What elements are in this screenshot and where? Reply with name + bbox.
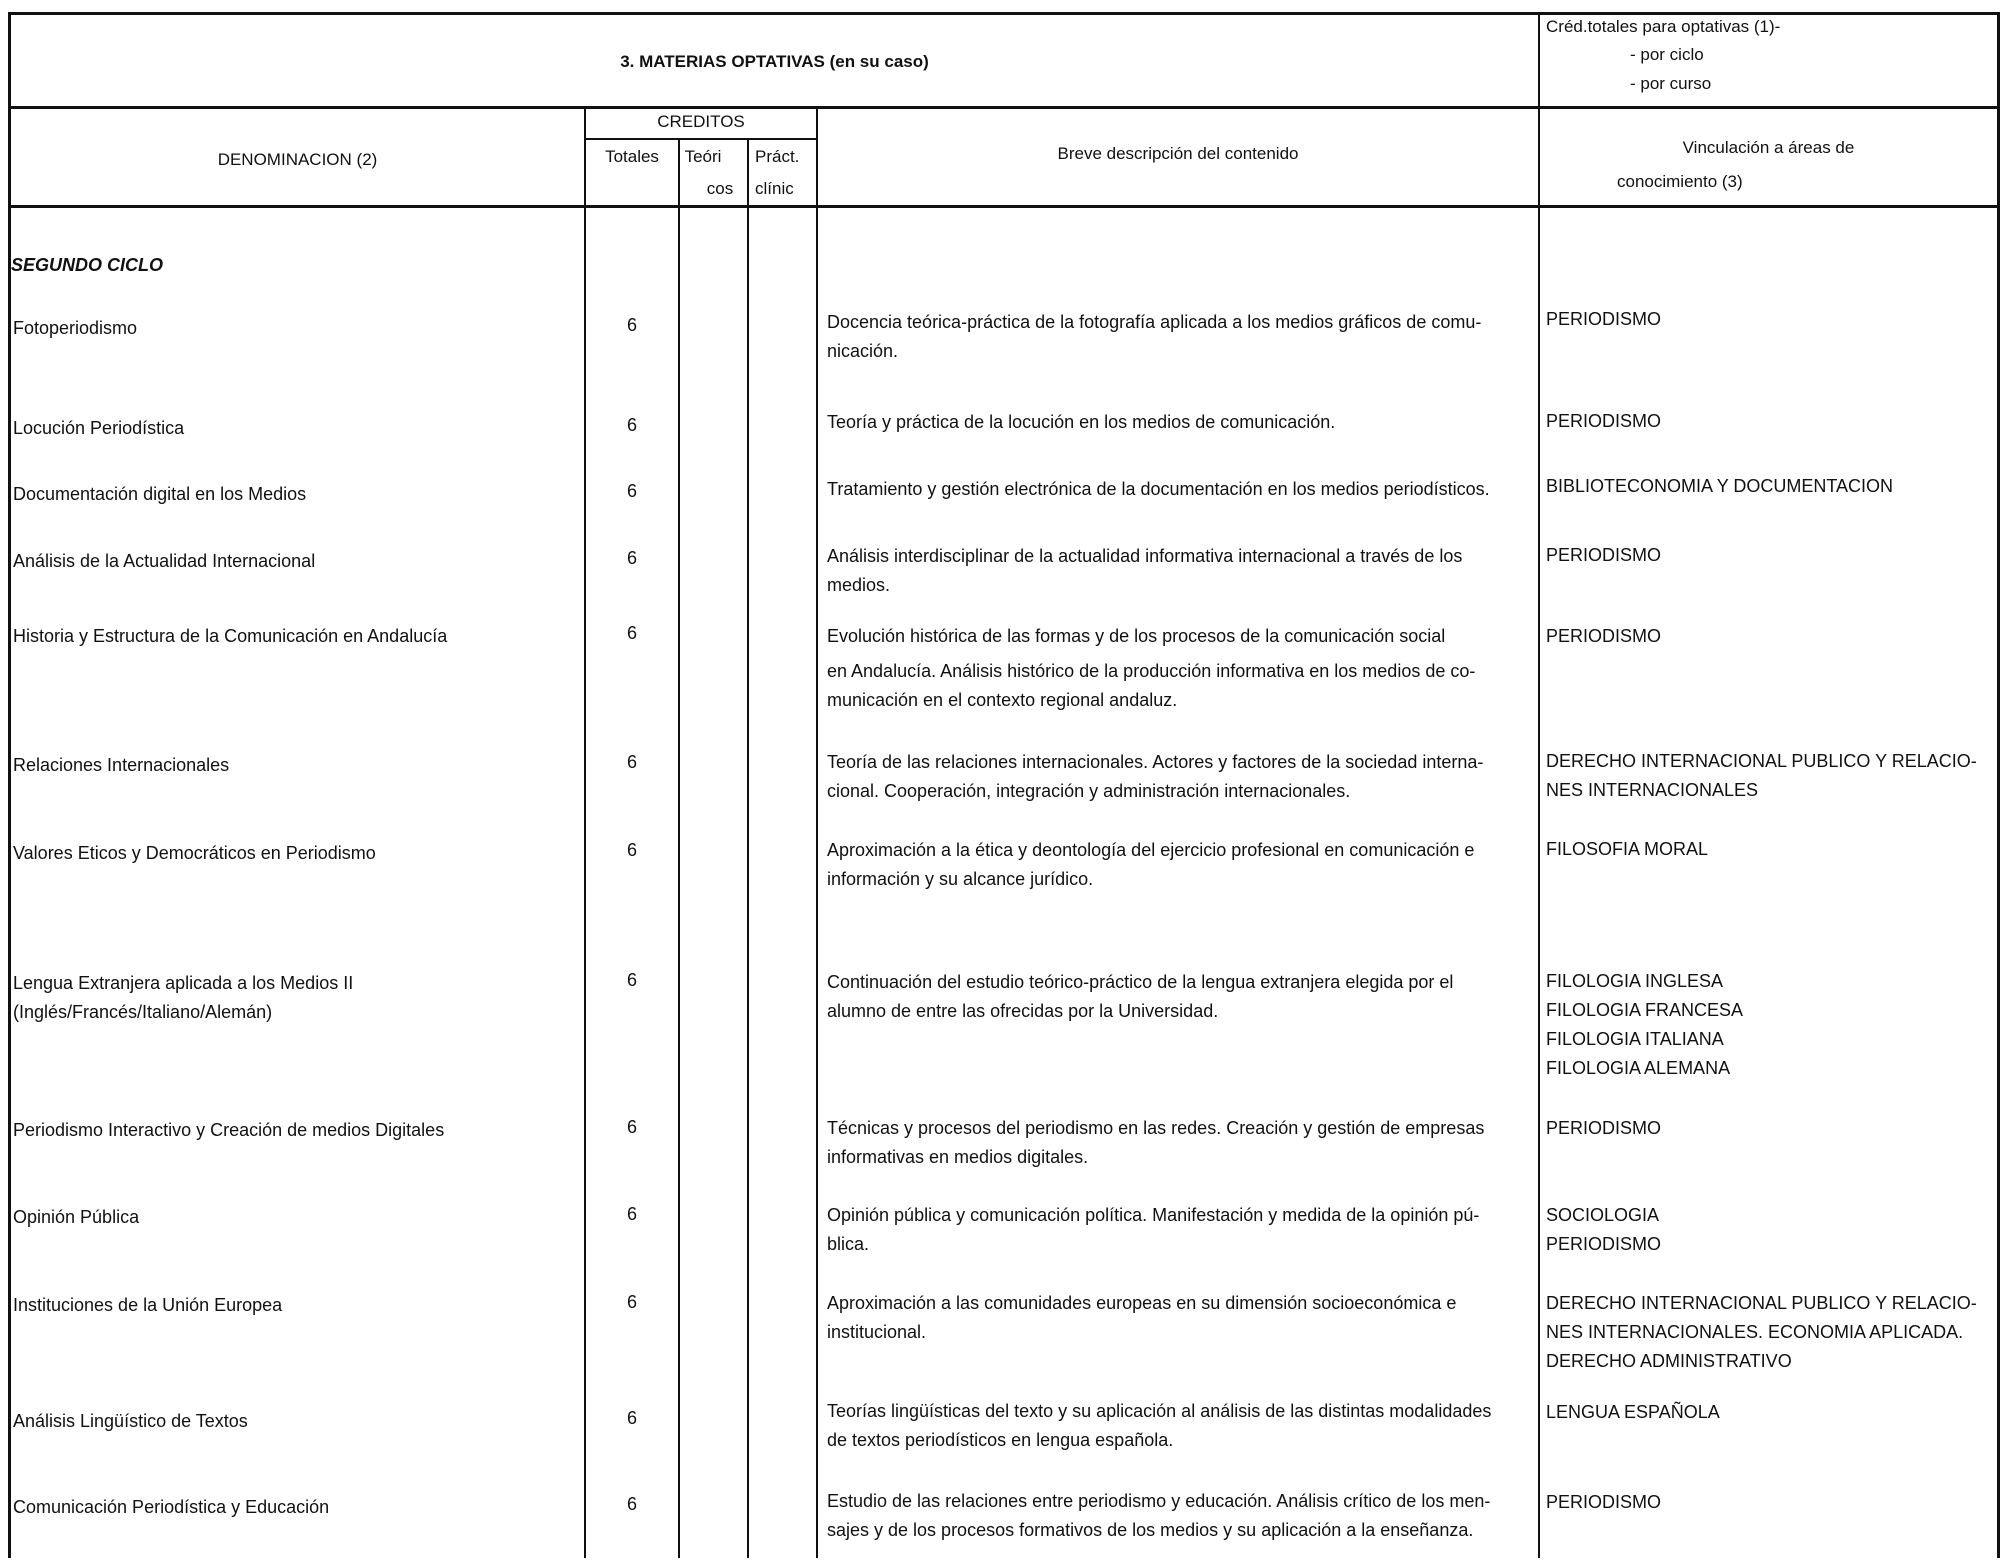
knowledge-area: [1546, 747, 1977, 805]
knowledge-area: [1546, 1289, 1977, 1376]
credits-value: 6: [626, 1292, 637, 1312]
subject-description: [827, 1289, 1456, 1347]
knowledge-area-line: FILOSOFIA MORAL: [1546, 839, 1709, 859]
credits-totales: [586, 311, 678, 340]
description-line: Análisis interdisciplinar de la actualidad informativa internacional a través de los: [827, 546, 1463, 566]
column-header-teoricos-2: cos: [706, 179, 734, 198]
credits-value: 6: [626, 1408, 637, 1428]
column-header-vinculacion-2: conocimiento (3): [1617, 172, 1743, 191]
description-line: Evolución histórica de las formas y de los procesos de la comunicación social: [827, 626, 1446, 646]
knowledge-area-line: DERECHO ADMINISTRATIVO: [1546, 1351, 1792, 1371]
credits-value: 6: [626, 481, 637, 501]
credits-value: 6: [626, 315, 637, 335]
subject-description: [827, 836, 1474, 894]
credits-value: 6: [626, 970, 637, 990]
column-header-descripcion: Breve descripción del contenido: [1057, 144, 1299, 163]
page-title: 3. MATERIAS OPTATIVAS (en su caso): [620, 52, 929, 71]
subject-name: [13, 622, 447, 651]
knowledge-area: [1546, 835, 1708, 864]
description-line: Continuación del estudio teórico-práctico de la lengua extranjera elegida por el: [827, 972, 1454, 992]
knowledge-area-line: PERIODISMO: [1546, 545, 1662, 565]
description-line: institucional.: [827, 1322, 927, 1342]
credits-totales: [586, 1288, 678, 1317]
knowledge-area: [1546, 1488, 1661, 1517]
header-divider: [8, 106, 2000, 109]
credits-value: 6: [626, 752, 637, 772]
subject-description: [827, 1397, 1491, 1455]
subject-name-line: Instituciones de la Unión Europea: [13, 1295, 283, 1315]
description-line: de textos periodísticos en lengua española.: [827, 1430, 1174, 1450]
subject-name-line: Valores Eticos y Democráticos en Periodismo: [13, 843, 376, 863]
knowledge-area: [1546, 1201, 1661, 1259]
subject-name-line: Lengua Extranjera aplicada a los Medios II: [13, 973, 354, 993]
subject-name: [13, 751, 229, 780]
knowledge-area: [1546, 1114, 1661, 1143]
knowledge-area-line: FILOLOGIA INGLESA: [1546, 971, 1724, 991]
knowledge-area-line: NES INTERNACIONALES. ECONOMIA APLICADA.: [1546, 1322, 1964, 1342]
credits-totales: [586, 1113, 678, 1142]
description-line: medios.: [827, 575, 891, 595]
credits-totales: [586, 619, 678, 648]
subject-name: [13, 1203, 139, 1232]
subject-name: [13, 1116, 444, 1145]
subject-description: [827, 542, 1462, 600]
knowledge-area-line: PERIODISMO: [1546, 309, 1662, 329]
description-line: Aproximación a la ética y deontología del ejercicio profesional en comunicación e: [827, 840, 1475, 860]
credits-totales: [586, 411, 678, 440]
description-line: Opinión pública y comunicación política. Manifestación y medida de la opinión pú-: [827, 1205, 1480, 1225]
credits-totales: [586, 1404, 678, 1433]
subject-name-line: Fotoperiodismo: [13, 318, 138, 338]
knowledge-area-line: PERIODISMO: [1546, 411, 1662, 431]
knowledge-area-line: PERIODISMO: [1546, 1492, 1662, 1512]
knowledge-area-line: PERIODISMO: [1546, 1118, 1662, 1138]
description-line: Aproximación a las comunidades europeas en su dimensión socioeconómica e: [827, 1293, 1457, 1313]
knowledge-area-line: PERIODISMO: [1546, 626, 1662, 646]
subject-name: [13, 1493, 329, 1522]
subject-description: [827, 1201, 1479, 1259]
credits-totales: [586, 1200, 678, 1229]
knowledge-area-line: DERECHO INTERNACIONAL PUBLICO Y RELACIO-: [1546, 1293, 1977, 1313]
knowledge-area-line: LENGUA ESPAÑOLA: [1546, 1402, 1720, 1422]
column-header-creditos: CREDITOS: [657, 112, 745, 131]
knowledge-area-line: NES INTERNACIONALES: [1546, 780, 1759, 800]
credits-totales: [586, 544, 678, 573]
column-divider-practicos: [747, 138, 749, 1558]
per-course-label: - por curso: [1630, 74, 1712, 93]
per-cycle-label: - por ciclo: [1630, 45, 1704, 64]
subject-name-line: (Inglés/Francés/Italiano/Alemán): [13, 1002, 273, 1022]
column-divider-descripcion: [816, 106, 818, 1558]
description-line: blica.: [827, 1234, 870, 1254]
subject-name-line: Locución Periodística: [13, 418, 185, 438]
credits-value: 6: [626, 1204, 637, 1224]
subject-description: [827, 1114, 1484, 1172]
subject-description: [827, 475, 1490, 504]
description-line: Técnicas y procesos del periodismo en las redes. Creación y gestión de empresas: [827, 1118, 1485, 1138]
column-header-practicos: Práct.: [755, 147, 800, 166]
description-line: informativas en medios digitales.: [827, 1147, 1089, 1167]
column-header-practicos-2: clínic: [755, 179, 794, 198]
column-divider-teoricos: [678, 138, 680, 1558]
knowledge-area: [1546, 622, 1661, 651]
subject-name-line: Análisis de la Actualidad Internacional: [13, 551, 316, 571]
knowledge-area-line: FILOLOGIA FRANCESA: [1546, 1000, 1744, 1020]
credits-value: 6: [626, 623, 637, 643]
subject-name: [13, 1291, 282, 1320]
description-line: Docencia teórica-práctica de la fotografía aplicada a los medios gráficos de comu-: [827, 312, 1482, 332]
credits-totales: [586, 966, 678, 995]
description-line: Estudio de las relaciones entre periodismo y educación. Análisis crítico de los men-: [827, 1491, 1491, 1511]
subject-name-line: Relaciones Internacionales: [13, 755, 230, 775]
description-line: Teoría y práctica de la locución en los medios de comunicación.: [827, 412, 1336, 432]
knowledge-area: [1546, 967, 1743, 1083]
column-header-totales: Totales: [605, 147, 659, 166]
credits-totales: [586, 748, 678, 777]
knowledge-area-line: SOCIOLOGIA: [1546, 1205, 1660, 1225]
description-line: sajes y de los procesos formativos de los medios y su aplicación a la enseñanza.: [827, 1520, 1474, 1540]
credits-total-label: Créd.totales para optativas (1)-: [1546, 17, 1781, 36]
credits-value: 6: [626, 1494, 637, 1514]
subject-name-line: Opinión Pública: [13, 1207, 140, 1227]
description-line: información y su alcance jurídico.: [827, 869, 1094, 889]
credits-value: 6: [626, 415, 637, 435]
subject-name: [13, 1407, 248, 1436]
subject-name: [13, 314, 137, 343]
section-title: SEGUNDO CICLO: [11, 255, 164, 275]
column-header-vinculacion: Vinculación a áreas de: [1682, 138, 1855, 157]
knowledge-area: [1546, 407, 1661, 436]
knowledge-area: [1546, 1398, 1720, 1427]
subject-name: [13, 969, 353, 1027]
knowledge-area-line: DERECHO INTERNACIONAL PUBLICO Y RELACIO-: [1546, 751, 1977, 771]
subject-name: [13, 839, 376, 868]
knowledge-area-line: BIBLIOTECONOMIA Y DOCUMENTACION: [1546, 476, 1894, 496]
column-header-divider: [8, 205, 2000, 208]
credits-value: 6: [626, 840, 637, 860]
column-header-denominacion: DENOMINACION (2): [217, 150, 378, 169]
column-header-teoricos: Teóri: [684, 147, 722, 166]
description-line: nicación.: [827, 341, 899, 361]
credits-totales: [586, 1490, 678, 1519]
subject-name-line: Historia y Estructura de la Comunicación en Andalucía: [13, 626, 448, 646]
column-divider-vinculacion: [1538, 12, 1540, 1558]
subject-description: [827, 748, 1483, 806]
knowledge-area-line: FILOLOGIA ALEMANA: [1546, 1058, 1731, 1078]
subject-name: [13, 414, 184, 443]
knowledge-area: [1546, 541, 1661, 570]
credits-totales: [586, 836, 678, 865]
subject-description: [827, 968, 1453, 1026]
subject-name-line: Comunicación Periodística y Educación: [13, 1497, 330, 1517]
subject-name-line: Periodismo Interactivo y Creación de medios Digitales: [13, 1120, 445, 1140]
subject-name-line: Documentación digital en los Medios: [13, 484, 307, 504]
description-line: Teorías lingüísticas del texto y su aplicación al análisis de las distintas modalidades: [827, 1401, 1492, 1421]
description-line: Tratamiento y gestión electrónica de la documentación en los medios periodísticos.: [827, 479, 1490, 499]
knowledge-area-line: PERIODISMO: [1546, 1234, 1662, 1254]
description-line: en Andalucía. Análisis histórico de la producción informativa en los medios de co-: [827, 661, 1476, 681]
description-line: municación en el contexto regional andaluz.: [827, 690, 1178, 710]
subject-description: [827, 308, 1481, 366]
credits-value: 6: [626, 548, 637, 568]
description-line: cional. Cooperación, integración y administración internacionales.: [827, 781, 1351, 801]
credits-value: 6: [626, 1117, 637, 1137]
creditos-subdivider: [584, 138, 818, 140]
credits-totales: [586, 477, 678, 506]
knowledge-area: [1546, 472, 1893, 501]
subject-name: [13, 480, 306, 509]
description-line: alumno de entre las ofrecidas por la Universidad.: [827, 1001, 1219, 1021]
description-line: Teoría de las relaciones internacionales. Actores y factores de la sociedad interna-: [827, 752, 1484, 772]
knowledge-area: [1546, 305, 1661, 334]
table-right-border: [1997, 12, 2000, 1558]
subject-name-line: Análisis Lingüístico de Textos: [13, 1411, 248, 1431]
knowledge-area-line: FILOLOGIA ITALIANA: [1546, 1029, 1724, 1049]
subject-name: [13, 547, 315, 576]
subject-description: [827, 408, 1335, 437]
table-left-border: [8, 12, 11, 1558]
subject-description: [827, 1487, 1490, 1545]
